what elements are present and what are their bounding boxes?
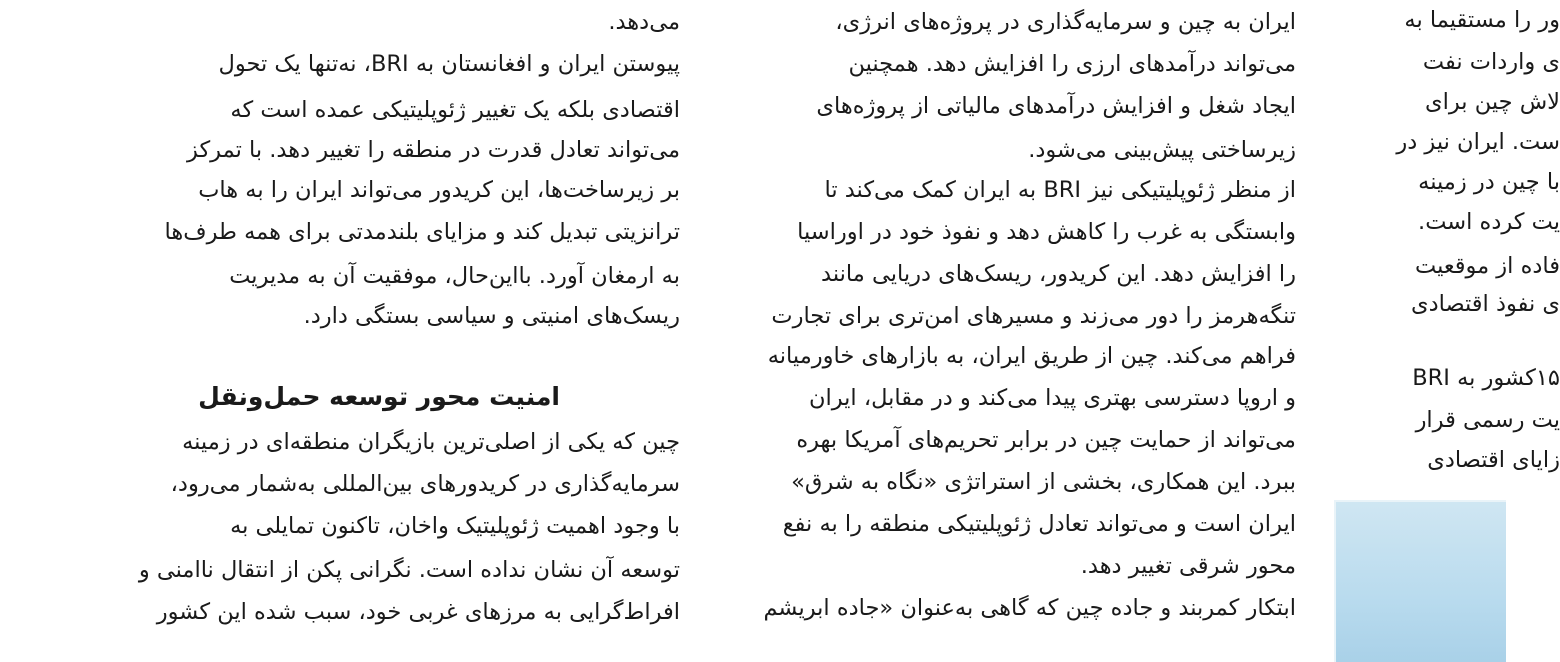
paragraph-line: ابتکار کمربند و جاده چین که گاهی به‌عنوان «جاده ابریشم <box>763 595 1296 621</box>
paragraph-line: می‌تواند درآمدهای ارزی را افزایش دهد. همچنین <box>848 51 1296 77</box>
paragraph-line: یت رسمی قرار <box>1415 407 1560 433</box>
paragraph-line: با چین در زمینه <box>1418 169 1560 195</box>
paragraph-line: می‌تواند تعادل قدرت در منطقه را تغییر دهد. با تمرکز <box>187 137 680 163</box>
paragraph-line: توسعه آن نشان نداده است. نگرانی پکن از انتقال ناامنی و <box>138 557 680 583</box>
paragraph-line: از منظر ژئوپلیتیکی نیز BRI به ایران کمک می‌کند تا <box>824 177 1296 203</box>
paragraph-line: لاش چین برای <box>1425 89 1560 115</box>
paragraph-line: زیرساختی پیش‌بینی می‌شود. <box>1028 137 1296 163</box>
paragraph-line: ایجاد شغل و افزایش درآمدهای مالیاتی از پروژه‌های <box>816 93 1296 119</box>
article-column-middle <box>714 0 1296 646</box>
paragraph-line: بر زیرساخت‌ها، این کریدور می‌تواند ایران را به هاب <box>198 177 680 203</box>
paragraph-line: ی واردات نفت <box>1422 49 1560 75</box>
paragraph-line: سرمایه‌گذاری در کریدورهای بین‌المللی به‌شمار می‌رود، <box>170 471 680 497</box>
paragraph-line: ۱۵کشور به BRI <box>1412 365 1560 391</box>
paragraph-line: ریسک‌های امنیتی و سیاسی بستگی دارد. <box>303 303 680 329</box>
paragraph-line: افراط‌گرایی به مرزهای غربی خود، سبب شده این کشور <box>156 599 680 625</box>
paragraph-line: ایران به چین و سرمایه‌گذاری در پروژه‌های انرژی، <box>835 9 1296 35</box>
paragraph-line: چین که یکی از اصلی‌ترین بازیگران منطقه‌ای در زمینه <box>182 429 680 455</box>
paragraph-line: یت کرده است. <box>1418 209 1560 235</box>
paragraph-line: وابستگی به غرب را کاهش دهد و نفوذ خود در اوراسیا <box>797 219 1296 245</box>
paragraph-line: می‌دهد. <box>608 9 680 35</box>
paragraph-line: ست. ایران نیز در <box>1396 129 1560 155</box>
paragraph-line: می‌تواند از حمایت چین در برابر تحریم‌های آمریکا بهره <box>796 427 1296 453</box>
paragraph-line: را افزایش دهد. این کریدور، ریسک‌های دریایی مانند <box>821 261 1296 287</box>
paragraph-line: فراهم می‌کند. چین از طریق ایران، به بازارهای خاورمیانه <box>767 343 1296 369</box>
paragraph-line: فاده از موقعیت <box>1414 253 1560 279</box>
paragraph-line: اقتصادی بلکه یک تغییر ژئوپلیتیکی عمده است که <box>230 97 680 123</box>
paragraph-line: تنگه‌هرمز را دور می‌زند و مسیرهای امن‌تری برای تجارت <box>771 303 1296 329</box>
paragraph-line: ایران است و می‌تواند تعادل ژئوپلیتیکی منطقه را به نفع <box>782 511 1296 537</box>
article-column-left <box>90 0 680 646</box>
paragraph-line: محور شرقی تغییر دهد. <box>1080 553 1296 579</box>
paragraph-line: به ارمغان آورد. بااین‌حال، موفقیت آن به مدیریت <box>229 263 680 289</box>
paragraph-line: ی نفوذ اقتصادی <box>1411 291 1560 317</box>
paragraph-line: زایای اقتصادی <box>1427 447 1560 473</box>
paragraph-line: با وجود اهمیت ژئوپلیتیک واخان، تاکنون تمایلی به <box>230 513 680 539</box>
section-heading: امنیت محور توسعه حمل‌ونقل <box>198 382 560 411</box>
paragraph-line: ترانزیتی تبدیل کند و مزایای بلندمدتی برای همه طرف‌ها <box>164 219 680 245</box>
paragraph-line: ببرد. این همکاری، بخشی از استراتژی «نگاه به شرق» <box>791 469 1296 495</box>
paragraph-line: ور را مستقیما به <box>1404 7 1560 33</box>
photo-image <box>1334 500 1506 662</box>
paragraph-line: و اروپا دسترسی بهتری پیدا می‌کند و در مقابل، ایران <box>808 385 1296 411</box>
paragraph-line: پیوستن ایران و افغانستان به BRI، نه‌تنها یک تحول <box>218 51 680 77</box>
